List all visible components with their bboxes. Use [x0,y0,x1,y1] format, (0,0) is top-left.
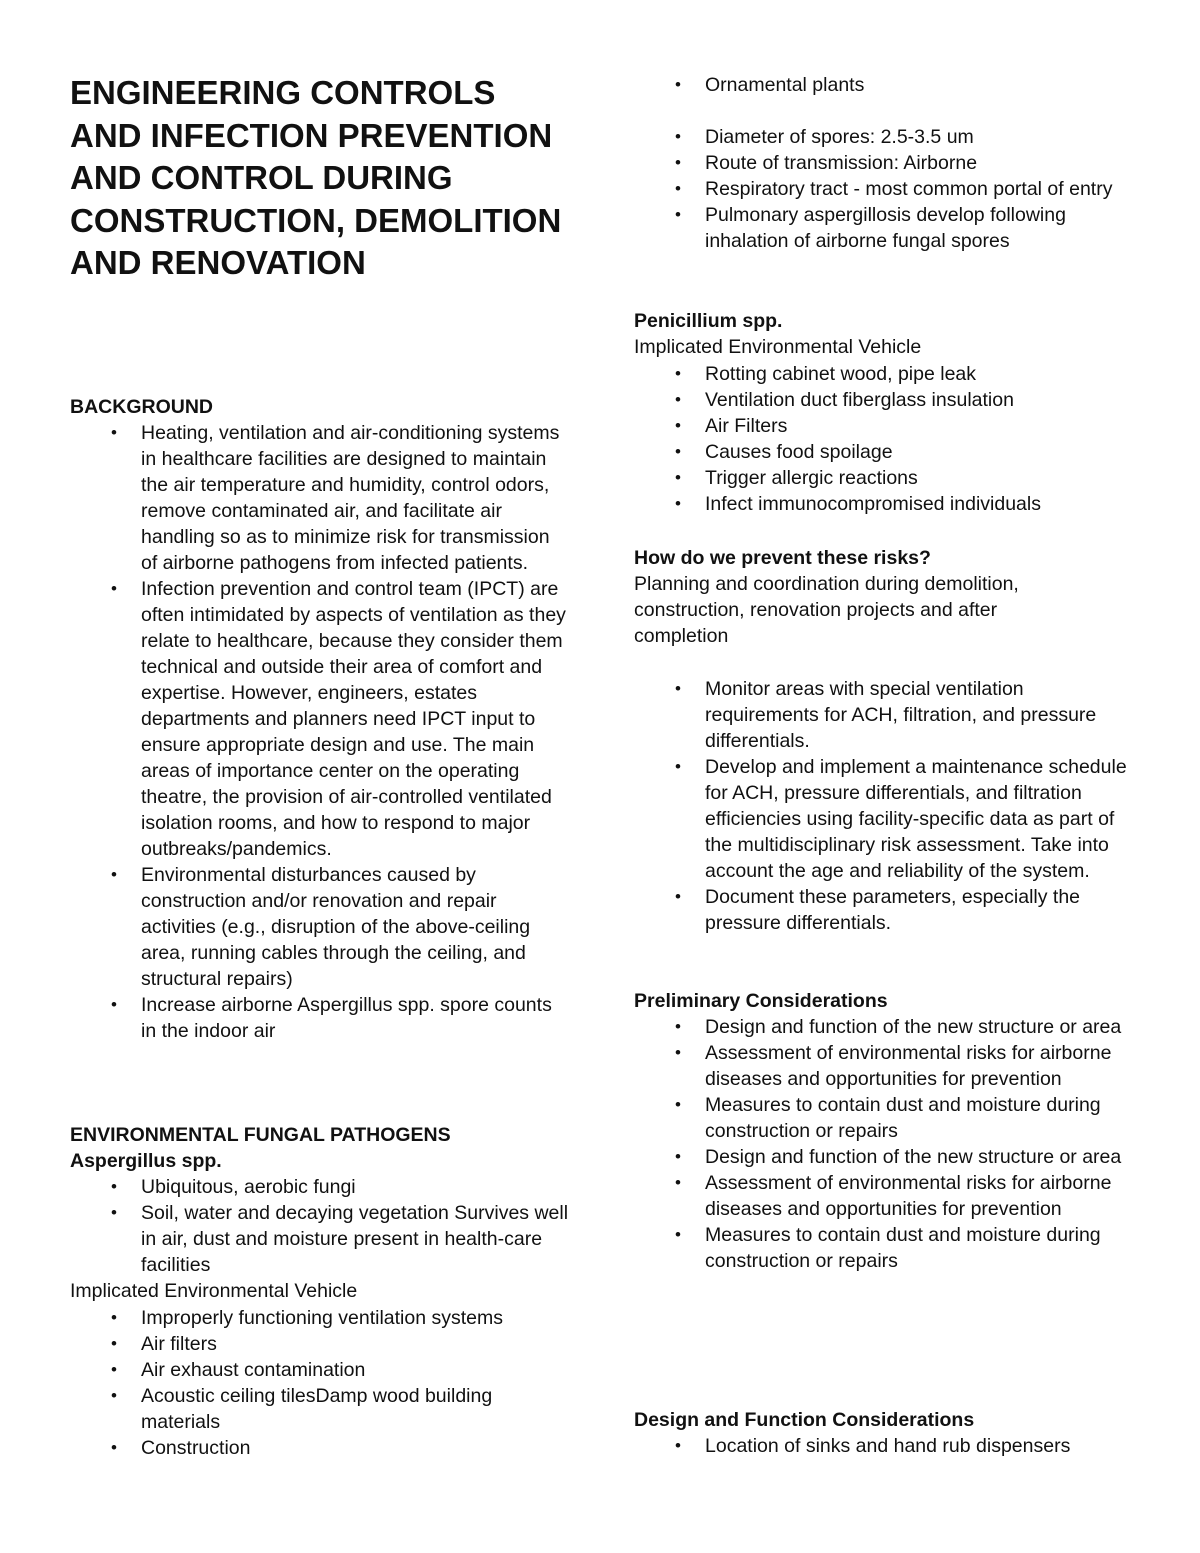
bullet-icon: • [675,179,681,198]
aspergillus-vehicle-list [70,1305,570,1461]
bullet-icon: • [675,468,681,487]
list-item: • Trigger allergic reactions [634,465,1134,491]
penicillium-vehicle-label: Implicated Environmental Vehicle [634,336,922,358]
preliminary-heading: Preliminary Considerations [634,990,888,1012]
bullet-icon: • [111,865,117,884]
list-item: • Ornamental plants [634,72,1134,98]
bullet-icon: • [675,127,681,146]
prevent-intro: Planning and coordination during demolition, construction, renovation projects and after completion [634,573,1019,647]
bullet-icon: • [111,423,117,442]
bullet-icon: • [111,579,117,598]
list-item: • Assessment of environmental risks for airborne diseases and opportunities for prevention [634,1040,1134,1092]
document-title: ENGINEERING CONTROLS AND INFECTION PREVENTION AND CONTROL DURING CONSTRUCTION, DEMOLITION AND RENOVATION [70,74,562,281]
background-heading: BACKGROUND [70,396,213,418]
list-item: • Acoustic ceiling tilesDamp wood building materials [70,1383,570,1435]
list-item: • Document these parameters, especially the pressure differentials. [634,884,1134,936]
background-list [70,420,570,1044]
list-item: • Measures to contain dust and moisture during construction or repairs [634,1092,1134,1144]
list-item: • Construction [70,1435,570,1461]
list-item: • Ubiquitous, aerobic fungi [70,1174,570,1200]
bullet-icon: • [675,757,681,776]
penicillium-list [634,361,1134,517]
bullet-icon: • [111,1308,117,1327]
bullet-icon: • [111,1386,117,1405]
bullet-icon: • [111,1438,117,1457]
preliminary-list [634,1014,1134,1274]
list-item: • Pulmonary aspergillosis develop following inhalation of airborne fungal spores [634,202,1134,254]
list-item: • Air exhaust contamination [70,1357,570,1383]
list-item: • Air filters [70,1331,570,1357]
list-item: • Increase airborne Aspergillus spp. spore counts in the indoor air [70,992,570,1044]
list-item: • Improperly functioning ventilation systems [70,1305,570,1331]
list-item: • Design and function of the new structure or area [634,1144,1134,1170]
bullet-icon: • [675,364,681,383]
bullet-icon: • [675,679,681,698]
bullet-icon: • [675,390,681,409]
bullet-icon: • [675,75,681,94]
list-item: • Causes food spoilage [634,439,1134,465]
list-item: • Heating, ventilation and air-conditioning systems in healthcare facilities are designed to maintain the air temperature and humidity, control odors, remove contaminated air, and facilitate air handling so as to minimize risk for transmission of airborne pathogens from infected patients. [70,420,570,576]
bullet-icon: • [675,1147,681,1166]
bullet-icon: • [675,1436,681,1455]
design-list [634,1433,1134,1459]
bullet-icon: • [111,1177,117,1196]
prevent-list [634,676,1134,936]
list-item: • Infection prevention and control team (IPCT) are often intimidated by aspects of ventilation as they relate to healthcare, because they consider them technical and outside their area of comfort and expertise. However, engineers, estates departments and planners need IPCT input to ensure appropriate design and use. The main areas of importance center on the operating theatre, the provision of air-controlled ventilated isolation rooms, and how to respond to major outbreaks/pandemics. [70,576,570,862]
aspergillus-facts-list [634,124,1134,254]
list-item: • Environmental disturbances caused by construction and/or renovation and repair activities (e.g., disruption of the above-ceiling area, running cables through the ceiling, and structural repairs) [70,862,570,992]
list-item: • Diameter of spores: 2.5-3.5 um [634,124,1134,150]
list-item: • Route of transmission: Airborne [634,150,1134,176]
bullet-icon: • [111,995,117,1014]
list-item: • Measures to contain dust and moisture during construction or repairs [634,1222,1134,1274]
bullet-icon: • [675,1173,681,1192]
list-item: • Infect immunocompromised individuals [634,491,1134,517]
list-item: • Air Filters [634,413,1134,439]
list-item: • Design and function of the new structure or area [634,1014,1134,1040]
penicillium-heading: Penicillium spp. [634,310,783,332]
bullet-icon: • [675,1095,681,1114]
bullet-icon: • [675,153,681,172]
design-heading: Design and Function Considerations [634,1409,975,1431]
bullet-icon: • [675,416,681,435]
list-item: • Assessment of environmental risks for airborne diseases and opportunities for prevention [634,1170,1134,1222]
list-item: • Monitor areas with special ventilation requirements for ACH, filtration, and pressure differentials. [634,676,1134,754]
list-item: • Ventilation duct fiberglass insulation [634,387,1134,413]
bullet-icon: • [675,205,681,224]
list-item: • Location of sinks and hand rub dispensers [634,1433,1134,1459]
bullet-icon: • [675,442,681,461]
bullet-icon: • [675,1017,681,1036]
list-item: • Respiratory tract - most common portal of entry [634,176,1134,202]
bullet-icon: • [675,887,681,906]
bullet-icon: • [111,1360,117,1379]
aspergillus-vehicle-label: Implicated Environmental Vehicle [70,1280,358,1302]
list-item: • Rotting cabinet wood, pipe leak [634,361,1134,387]
prevent-heading: How do we prevent these risks? [634,547,931,569]
list-item: • Develop and implement a maintenance schedule for ACH, pressure differentials, and filtration efficiencies using facility-specific data as part of the multidisciplinary risk assessment. Take into account the age and reliability of the system. [634,754,1134,884]
bullet-icon: • [675,494,681,513]
bullet-icon: • [675,1043,681,1062]
bullet-icon: • [675,1225,681,1244]
fungal-heading: ENVIRONMENTAL FUNGAL PATHOGENS [70,1124,451,1146]
aspergillus-heading: Aspergillus spp. [70,1150,222,1172]
aspergillus-vehicle-list-cont [634,72,1134,98]
bullet-icon: • [111,1334,117,1353]
list-item: • Soil, water and decaying vegetation Survives well in air, dust and moisture present in health-care facilities [70,1200,570,1278]
aspergillus-list [70,1174,570,1278]
bullet-icon: • [111,1203,117,1222]
